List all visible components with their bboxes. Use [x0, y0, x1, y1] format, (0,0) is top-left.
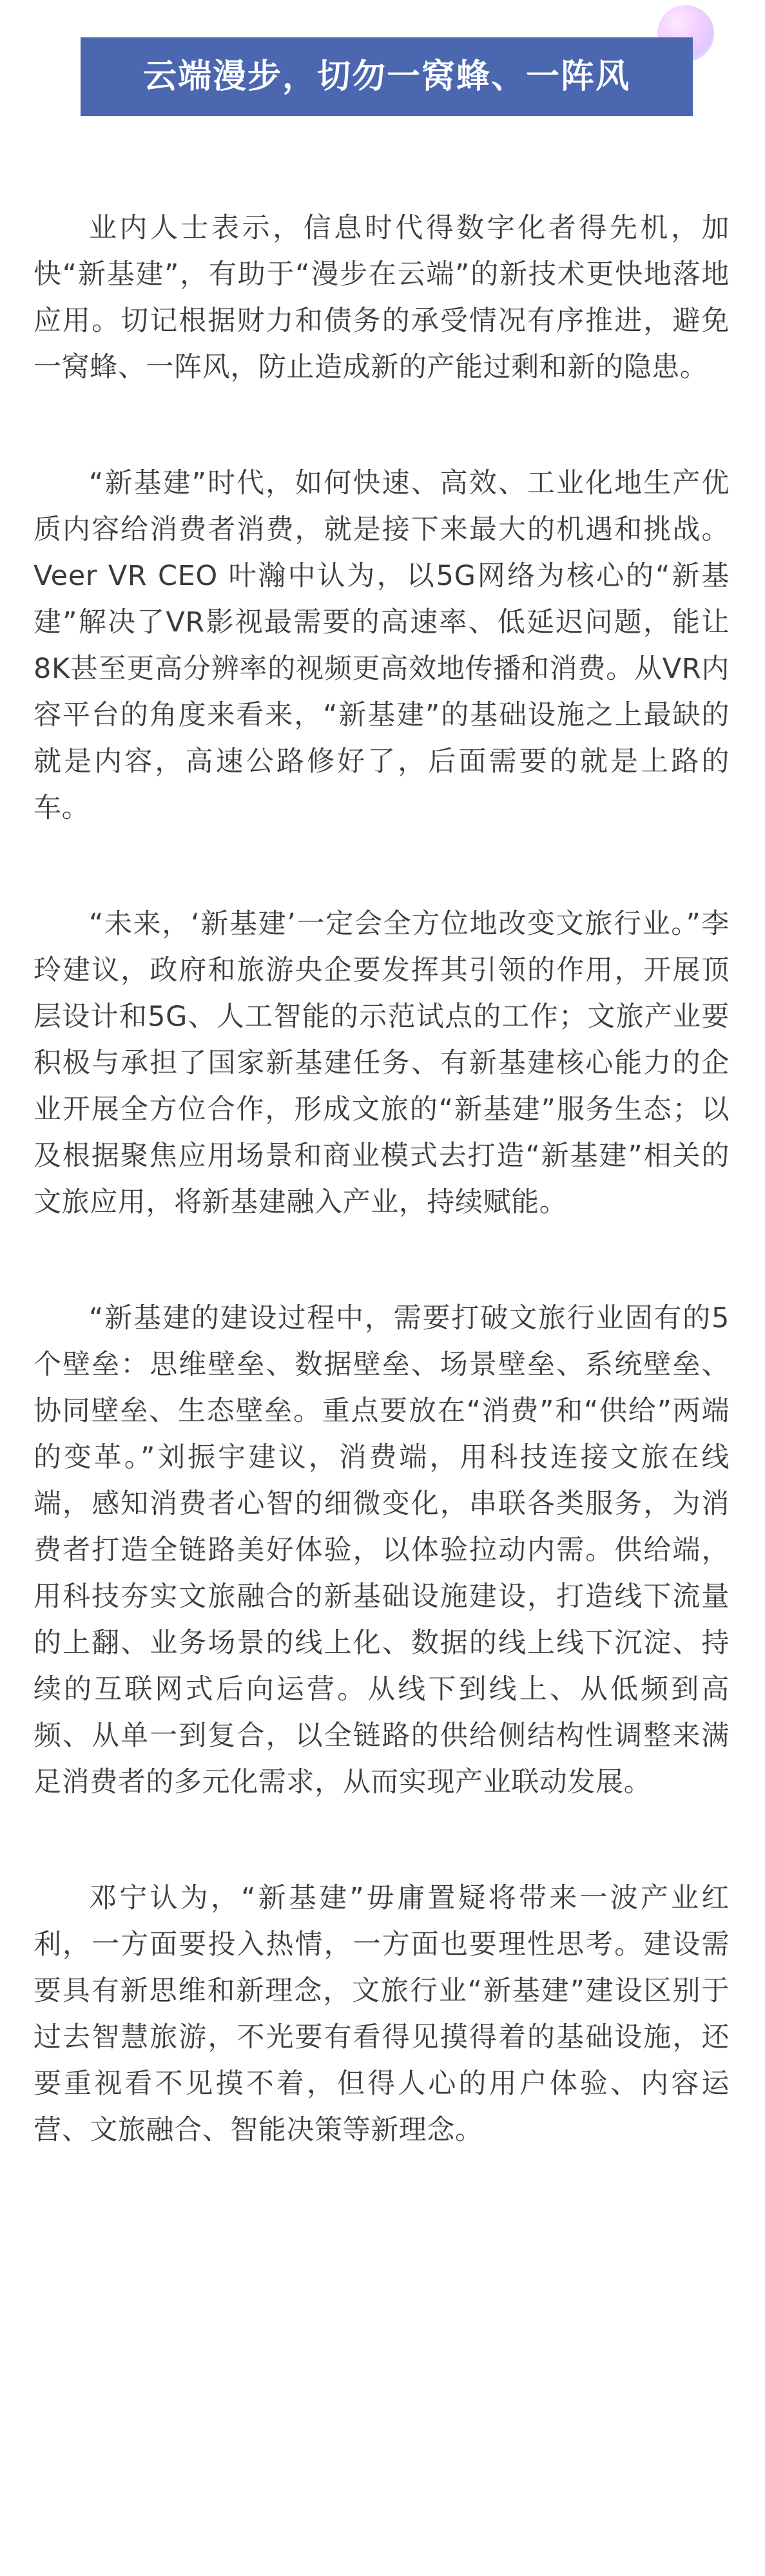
- paragraph-2: “新基建”时代，如何快速、高效、工业化地生产优质内容给消费者消费，就是接下来最大的机遇和挑战。Veer VR CEO 叶瀚中认为，以5G网络为核心的“新基建”解决了VR影视最需要的高速率、低延迟问题，能让8K甚至更高分辨率的视频更高效地传播和消费。从VR内容平台的角度来看来，“新基建”的基础设施之上最缺的就是内容，高速公路修好了，后面需要的就是上路的车。: [34, 467, 730, 824]
- paragraph-5: 邓宁认为，“新基建”毋庸置疑将带来一波产业红利，一方面要投入热情，一方面也要理性思考。建设需要具有新思维和新理念，文旅行业“新基建”建设区别于过去智慧旅游，不光要有看得见摸得着的基础设施，还要重视看不见摸不着，但得人心的用户体验、内容运营、文旅融合、智能决策等新理念。: [34, 1882, 730, 2146]
- article-title: 云端漫步，切勿一窝蜂、一阵风: [142, 57, 630, 96]
- paragraph-4: “新基建的建设过程中，需要打破文旅行业固有的5个壁垒：思维壁垒、数据壁垒、场景壁垒、系统壁垒、协同壁垒、生态壁垒。重点要放在“消费”和“供给”两端的变革。”刘振宇建议，消费端，用科技连接文旅在线端，感知消费者心智的细微变化，串联各类服务，为消费者打造全链路美好体验，以体验拉动内需。供给端，用科技夯实文旅融合的新基础设施建设，打造线下流量的上翻、业务场景的线上化、数据的线上线下沉淀、持续的互联网式后向运营。从线下到线上、从低频到高频、从单一到复合，以全链路的供给侧结构性调整来满足消费者的多元化需求，从而实现产业联动发展。: [34, 1302, 730, 1798]
- paragraph-1: 业内人士表示，信息时代得数字化者得先机，加快“新基建”，有助于“漫步在云端”的新技术更快地落地应用。切记根据财力和债务的承受情况有序推进，避免一窝蜂、一阵风，防止造成新的产能过剩和新的隐患。: [34, 212, 730, 383]
- article-body: [34, 205, 730, 2153]
- article-title-banner: [81, 37, 693, 116]
- paragraph-3: “未来，‘新基建’一定会全方位地改变文旅行业。”李玲建议，政府和旅游央企要发挥其引领的作用，开展顶层设计和5G、人工智能的示范试点的工作；文旅产业要积极与承担了国家新基建任务、有新基建核心能力的企业开展全方位合作，形成文旅的“新基建”服务生态；以及根据聚焦应用场景和商业模式去打造“新基建”相关的文旅应用，将新基建融入产业，持续赋能。: [34, 908, 730, 1218]
